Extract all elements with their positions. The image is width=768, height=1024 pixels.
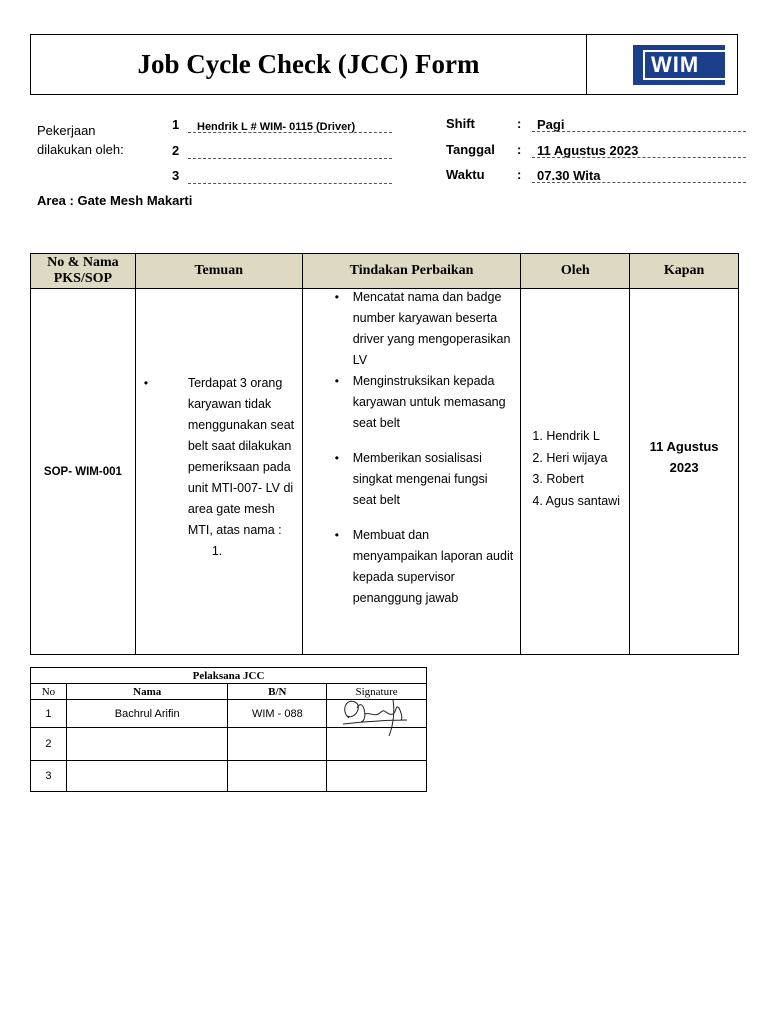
tindakan-item-3: • Memberikan sosialisasi singkat mengenai fungsi seat belt [327, 448, 515, 511]
pel-bn-2 [228, 728, 327, 761]
kapan-line-2: 2023 [669, 459, 699, 475]
area-text: Area : Gate Mesh Makarti [37, 193, 193, 208]
worker-3-line[interactable] [188, 168, 392, 184]
wim-logo [633, 45, 725, 85]
kapan-line-1: 11 Agustus [649, 438, 719, 454]
temuan-item [136, 373, 296, 541]
form-header [30, 34, 738, 95]
header-tindakan: Tindakan Perbaikan [302, 254, 521, 289]
pelaksana-table [30, 667, 427, 792]
tindakan-item-4: • Membuat dan menyampaikan laporan audit kepada supervisor penanggung jawab [327, 525, 515, 609]
pel-no-2: 2 [31, 728, 67, 761]
tindakan-item-1: • Mencatat nama dan badge number karyawan beserta driver yang mengoperasikan LV [327, 287, 515, 371]
tanggal-value: 11 Agustus 2023 [537, 143, 639, 158]
worker-1-value: Hendrik L # WIM- 0115 (Driver) [197, 121, 356, 133]
pel-nama-3 [66, 761, 228, 792]
pel-header-nama: Nama [66, 684, 228, 700]
pel-nama-1: Bachrul Arifin [66, 700, 228, 728]
pel-nama-2 [66, 728, 228, 761]
signature-cell-1 [327, 700, 427, 728]
header-temuan: Temuan [135, 254, 302, 289]
tindakan-cell [302, 289, 521, 655]
tanggal-line[interactable] [532, 142, 746, 158]
temuan-text: Terdapat 3 orang karyawan tidak menggunakan seat belt saat dilakukan pemeriksaan pada unit MTI-007- LV di area gate mesh MTI, atas nama : [187, 376, 295, 537]
signature-image [337, 690, 417, 740]
header-kapan: Kapan [630, 254, 739, 289]
jcc-table [30, 253, 739, 655]
worker-3-num: 3 [172, 168, 180, 183]
signature-cell-3 [327, 761, 427, 792]
worker-1-line[interactable] [188, 117, 392, 133]
kapan-cell [630, 289, 739, 655]
tindakan-item-2: • Menginstruksikan kepada karyawan untuk memasang seat belt [327, 371, 515, 434]
pel-header-bn: B/N [228, 684, 327, 700]
pel-no-1: 1 [31, 700, 67, 728]
logo-text: WIM [643, 50, 725, 80]
form-title: Job Cycle Check (JCC) Form [31, 35, 587, 94]
shift-value: Pagi [537, 117, 565, 132]
shift-colon: : [517, 116, 522, 131]
waktu-label: Waktu [446, 167, 485, 182]
table-row [31, 761, 427, 792]
pel-bn-1: WIM - 088 [228, 700, 327, 728]
pel-header-signature: Signature [327, 684, 427, 700]
table-row [31, 700, 427, 728]
oleh-item-4: 4. Agus santawi [532, 493, 620, 508]
pelaksana-title-row [31, 668, 427, 684]
pel-bn-3 [228, 761, 327, 792]
shift-label: Shift [446, 116, 475, 131]
oleh-item-1: 1. Hendrik L [532, 429, 600, 443]
table-row [31, 289, 739, 655]
waktu-value: 07.30 Wita [537, 168, 601, 183]
pekerjaan-label-2: dilakukan oleh: [37, 142, 124, 157]
temuan-sub: 1. [211, 544, 223, 558]
waktu-line[interactable] [532, 167, 746, 183]
worker-2-line[interactable] [188, 143, 392, 159]
oleh-cell [521, 289, 630, 655]
header-oleh: Oleh [521, 254, 630, 289]
pelaksana-title: Pelaksana JCC [31, 668, 427, 684]
worker-2-num: 2 [172, 143, 180, 158]
oleh-item-2: 2. Heri wijaya [532, 450, 608, 465]
tanggal-label: Tanggal [446, 142, 495, 157]
shift-line[interactable] [532, 116, 746, 132]
pel-header-no: No [31, 684, 67, 700]
pel-no-3: 3 [31, 761, 67, 792]
header-sop: No & Nama PKS/SOP [31, 254, 136, 289]
waktu-colon: : [517, 167, 522, 182]
tanggal-colon: : [517, 142, 522, 157]
temuan-cell [135, 289, 302, 655]
table-header-row [31, 254, 739, 289]
pekerjaan-label-1: Pekerjaan [37, 123, 96, 138]
worker-1-num: 1 [172, 117, 180, 132]
sop-cell: SOP- WIM-001 [31, 289, 136, 655]
oleh-item-3: 3. Robert [532, 472, 584, 486]
